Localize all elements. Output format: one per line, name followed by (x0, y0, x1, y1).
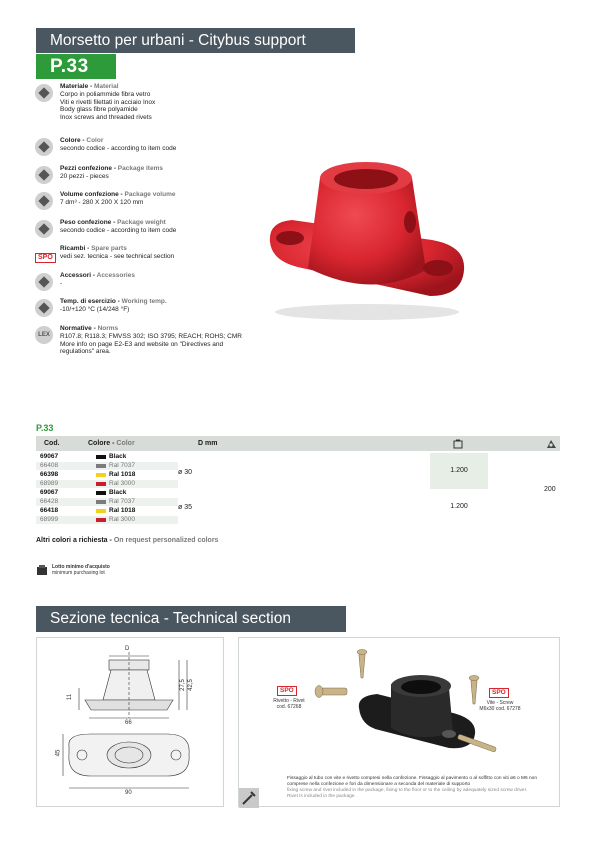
spec-line: regulations" area. (60, 348, 111, 356)
color-swatch (96, 455, 106, 459)
screw-label: Vite - Screw M6x30 cod. 67278 (479, 700, 521, 712)
weight-value: 200 (544, 486, 556, 493)
page-title: Morsetto per urbani - Citybus support (36, 28, 355, 53)
accessories-icon (35, 273, 53, 291)
color-icon (35, 138, 53, 156)
temperature-icon (35, 299, 53, 317)
spec-title: Volume confezione - Package volume (60, 191, 176, 198)
package-items-icon (453, 439, 463, 449)
color-swatch (96, 509, 106, 513)
spec-line: 7 dm³ - 280 X 200 X 120 mm (60, 198, 144, 206)
color-swatch (96, 518, 106, 522)
qty-group-1: 1.200 (430, 453, 488, 489)
spec-title: Normative - Norms (60, 325, 119, 332)
package-weight-icon (35, 220, 53, 238)
row-code: 68999 (40, 516, 59, 523)
row-code: 66428 (40, 498, 59, 505)
header-dim: D mm (198, 440, 218, 447)
spec-line: Body glass fibre polyamide (60, 106, 138, 114)
color-swatch (96, 464, 106, 468)
color-swatch (96, 473, 106, 477)
spec-8 (60, 325, 290, 356)
table-row (36, 516, 178, 524)
weight-icon (546, 439, 557, 449)
spec-title: Materiale - Material (60, 83, 119, 90)
table-row (36, 480, 178, 488)
package-volume-icon (35, 192, 53, 210)
row-color: Ral 3000 (109, 480, 136, 487)
spec-line: 20 pezzi - pieces (60, 172, 109, 180)
spec-line: secondo codice - according to item code (60, 226, 177, 234)
spec-line: secondo codice - according to item code (60, 144, 177, 152)
row-color: Black (109, 489, 127, 496)
dim-d: D (125, 646, 130, 652)
dim-h2: 27,5 (179, 679, 186, 691)
row-color: Black (109, 453, 127, 460)
spo-screw-badge: SPO (489, 688, 509, 698)
spec-title: Temp. di esercizio - Working temp. (60, 298, 167, 305)
dim-h4: 45 (55, 749, 62, 757)
color-swatch (96, 500, 106, 504)
spec-line: Viti e rivetti filettati in acciaio Inox (60, 98, 156, 106)
spec-3 (60, 191, 290, 207)
spec-line: -10/+120 °C (14/248 °F) (60, 305, 130, 313)
row-code: 69067 (40, 453, 59, 460)
row-color: Ral 3000 (109, 516, 136, 523)
color-note: Altri colori a richiesta - On request personalized colors (36, 537, 219, 544)
row-color: Ral 1018 (109, 471, 136, 478)
spec-title: Accessori - Accessories (60, 272, 135, 279)
dim-h1: 11 (67, 693, 74, 701)
color-swatch (96, 482, 106, 486)
lex-label: LEX (38, 332, 50, 338)
spec-2 (60, 165, 290, 181)
rivet-label: Rivetto - Rivet cod. 67268 (273, 698, 305, 710)
table-row (36, 471, 178, 479)
spec-title: Pezzi confezione - Package items (60, 165, 163, 172)
header-cod: Cod. (44, 440, 60, 447)
spec-1 (60, 137, 290, 153)
table-row (36, 489, 178, 497)
qty-group-2: 1.200 (430, 489, 488, 525)
tool-icon (239, 788, 259, 808)
minimum-lot-label: Lotto minimo d'acquisto minimum purchasing lot (52, 564, 110, 576)
material-icon (35, 84, 53, 102)
row-color: Ral 1018 (109, 507, 136, 514)
row-color: Ral 7037 (109, 462, 136, 469)
color-swatch (96, 491, 106, 495)
minimum-lot-icon (36, 564, 48, 576)
row-code: 66408 (40, 462, 59, 469)
spo-rivet-badge: SPO (277, 686, 297, 696)
table-row (36, 462, 178, 470)
table-row (36, 453, 178, 461)
spec-title: Ricambi - Spare parts (60, 245, 127, 252)
dim-w2: 90 (125, 790, 132, 796)
spare-parts-icon (35, 246, 53, 264)
row-code: 68989 (40, 480, 59, 487)
spec-title: Peso confezione - Package weight (60, 219, 166, 226)
table-row (36, 507, 178, 515)
dim-group-1: ø 30 (178, 469, 193, 476)
spec-6 (60, 272, 290, 288)
spec-line: - (60, 279, 63, 287)
spec-0 (60, 83, 290, 122)
package-items-icon (35, 166, 53, 184)
dim-w1: 66 (125, 720, 132, 726)
spo-badge: SPO (35, 253, 56, 263)
assembly-panel (238, 637, 560, 807)
dim-group-2: ø 35 (178, 504, 193, 511)
spec-line: R107.8; R118.3; FMVSS 302; ISO 3795; REACH; ROHS; CMR (60, 332, 242, 340)
spec-line: Corpo in poliammide fibra vetro (60, 90, 151, 98)
row-code: 66398 (40, 471, 59, 478)
drawing-panel (36, 637, 224, 807)
spec-line: vedi sez. tecnica - see technical section (60, 252, 175, 260)
section-title: Sezione tecnica - Technical section (36, 606, 346, 632)
norms-icon (35, 326, 53, 344)
table-row (36, 498, 178, 506)
spec-line: More info on page E2-E3 and website on "Directives and (60, 340, 224, 348)
table-code: P.33 (36, 423, 54, 433)
header-color: Colore - Color (88, 440, 135, 447)
row-code: 66418 (40, 507, 59, 514)
row-color: Ral 7037 (109, 498, 136, 505)
fixing-description: Fissaggio al tubo con vite e rivetto compresi nella confezione. Fissaggio al pavimento o al soffitto con viti ø6 o M6 non comprese nella confezione e fori da dimensionare a seconda del materiale di supporto fixing screw and rivet included in the package, fixing to the floor or to the ceiling by adequately sized screw driver. Rivet is included in the package. (287, 776, 538, 799)
spec-4 (60, 219, 290, 235)
spec-line: Inox screws and threaded rivets (60, 114, 152, 122)
dim-h3: 42,5 (187, 679, 194, 691)
table-header (36, 436, 560, 451)
spec-7 (60, 298, 290, 314)
row-code: 69067 (40, 489, 59, 496)
spec-5 (60, 245, 290, 261)
product-code-badge: P.33 (36, 54, 116, 79)
spec-title: Colore - Color (60, 137, 104, 144)
product-image (262, 150, 472, 325)
